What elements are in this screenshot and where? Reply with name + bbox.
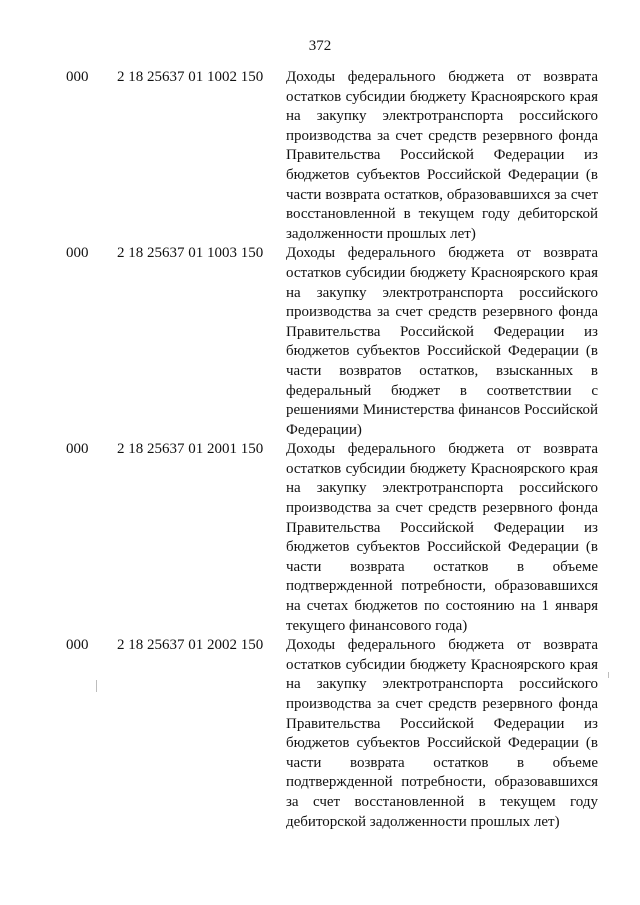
page-number: 372 <box>308 38 332 54</box>
income-description: Доходы федерального бюджета от возврата остатков субсидии бюджету Красноярского края на закупку электротранспорта российского производства за счет средств резервного фонда Правительства Российской Федерации из бюджетов субъектов Российской Федерации (в части возврата остатков, образовавшихся за счет восстановленной в текущем году дебиторской задолженности прошлых лет) <box>286 69 598 242</box>
table-row <box>0 440 640 636</box>
income-description: Доходы федерального бюджета от возврата остатков субсидии бюджету Красноярского края на закупку электротранспорта российского производства за счет средств резервного фонда Правительства Российской Федерации из бюджетов субъектов Российской Федерации (в части возвратов остатков, взысканных в федеральный бюджет в соответствии с решениями Министерства финансов Российской Федерации) <box>286 245 598 438</box>
scan-artifact <box>608 672 609 678</box>
table-row <box>0 636 640 832</box>
income-description: Доходы федерального бюджета от возврата остатков субсидии бюджету Красноярского края на закупку электротранспорта российского производства за счет средств резервного фонда Правительства Российской Федерации из бюджетов субъектов Российской Федерации (в части возврата остатков в объеме подтвержденной потребности, образовавшихся на счетах бюджетов по состоянию на 1 января текущего финансового года) <box>286 441 598 634</box>
code-table <box>0 68 640 832</box>
admin-code: 000 <box>66 69 89 85</box>
income-description: Доходы федерального бюджета от возврата остатков субсидии бюджету Красноярского края на закупку электротранспорта российского производства за счет средств резервного фонда Правительства Российской Федерации из бюджетов субъектов Российской Федерации (в части возврата остатков в объеме подтвержденной потребности, образовавшихся за счет восстановленной в текущем году дебиторской задолженности прошлых лет) <box>286 637 598 830</box>
admin-code: 000 <box>66 441 89 458</box>
budget-classification-code: 2 18 25637 01 1002 150 <box>117 69 264 85</box>
budget-classification-code: 2 18 25637 01 2002 150 <box>117 637 264 654</box>
budget-classification-code: 2 18 25637 01 2001 150 <box>117 441 264 458</box>
budget-classification-code: 2 18 25637 01 1003 150 <box>117 245 264 262</box>
scan-artifact <box>96 680 97 692</box>
table-row <box>0 244 640 440</box>
table-row <box>0 68 640 244</box>
admin-code: 000 <box>66 245 89 262</box>
admin-code: 000 <box>66 637 89 654</box>
